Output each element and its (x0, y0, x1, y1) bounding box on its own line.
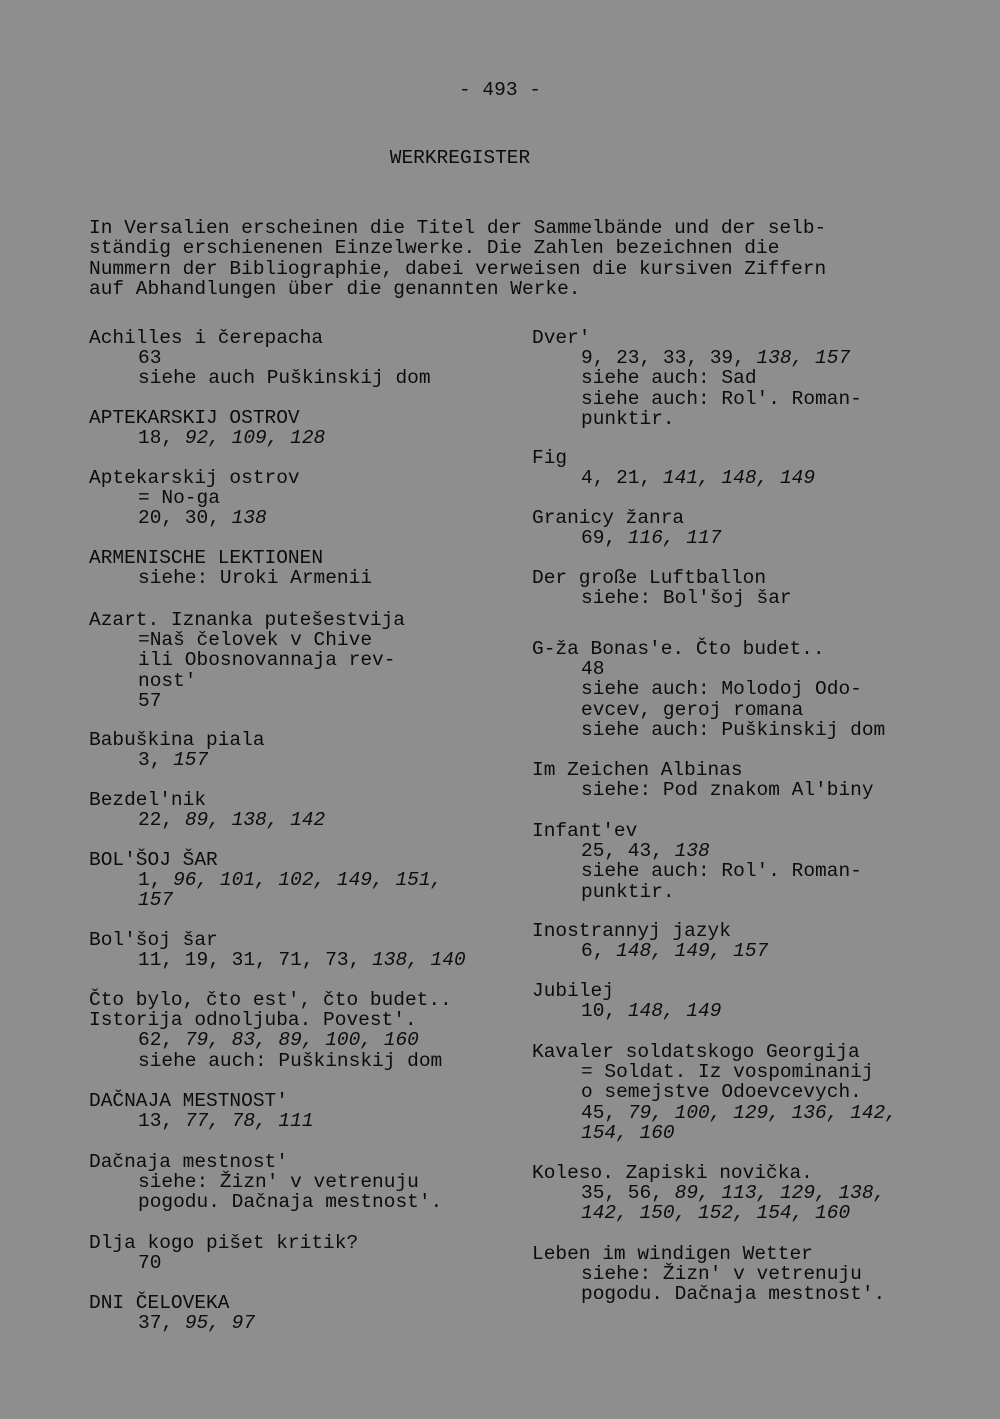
entry-line (89, 1172, 442, 1192)
entry-text: pogodu. Dačnaja mestnost'. (138, 1191, 443, 1214)
italic-reference: 89, 113, 129, 138, (674, 1182, 886, 1205)
entry-text: 22, (138, 809, 185, 832)
entry-line (532, 348, 862, 368)
entry-line (532, 780, 874, 800)
entry-line (532, 941, 768, 961)
index-entry (532, 639, 885, 740)
intro-line: auf Abhandlungen über die genannten Werke. (89, 277, 581, 300)
entry-line (89, 488, 300, 508)
entry-title: Kavaler soldatskogo Georgija (532, 1041, 860, 1063)
entry-title: Inostrannyj jazyk (532, 920, 731, 942)
page-number: - 493 - (459, 79, 541, 101)
entry-text: =Naš čelovek v Chive (138, 629, 373, 652)
entry-title: Dačnaja mestnost' (89, 1151, 288, 1173)
italic-reference: 138 (231, 507, 267, 530)
entry-text: siehe: Žizn' v vetrenuju (581, 1263, 862, 1286)
entry-text: siehe auch: Rol'. Roman- (581, 860, 862, 883)
index-entry (532, 760, 874, 800)
entry-text: siehe: Bol'šoj šar (581, 587, 792, 610)
entry-line (89, 348, 431, 368)
entry-text: 10, (581, 1000, 628, 1023)
entry-line (532, 1203, 885, 1223)
entry-line (89, 630, 405, 650)
index-entry (532, 448, 815, 488)
entry-line (532, 1284, 885, 1304)
entry-text: ili Obosnovannaja rev- (138, 649, 396, 672)
italic-reference: 116, 117 (627, 527, 722, 550)
italic-reference: 77, 78, 111 (184, 1110, 314, 1133)
entry-text: 37, (138, 1312, 185, 1335)
entry-title: DAČNAJA MESTNOST' (89, 1090, 288, 1112)
index-entry (89, 548, 372, 588)
entry-line (89, 1253, 358, 1273)
entry-line (89, 1010, 452, 1030)
entry-line (532, 1082, 897, 1102)
italic-reference: 79, 100, 129, 136, 142, (627, 1101, 897, 1124)
entry-text: siehe auch: Puškinskij dom (138, 1049, 443, 1072)
entry-line (89, 1111, 314, 1131)
entry-text: nost' (138, 669, 197, 692)
index-entry (89, 328, 431, 389)
entry-text: 11, 19, 31, 71, 73, (138, 949, 373, 972)
entry-title: Dlja kogo pišet kritik? (89, 1232, 359, 1254)
entry-title: Dver' (532, 327, 591, 349)
entry-text: Istorija odnoljuba. Povest'. (89, 1009, 417, 1032)
entry-text: o semejstve Odoevcevych. (581, 1081, 862, 1104)
entry-text: punktir. (581, 880, 675, 903)
italic-reference: 142, 150, 152, 154, 160 (581, 1202, 851, 1225)
entry-title: BOL'ŠOJ ŠAR (89, 849, 218, 871)
entry-line (89, 890, 442, 910)
entry-title: Der große Luftballon (532, 567, 767, 589)
italic-reference: 141, 148, 149 (662, 467, 816, 490)
entry-line (89, 428, 325, 448)
entry-title: DNI ČELOVEKA (89, 1292, 230, 1314)
entry-title: G-ža Bonas'e. Čto budet.. (532, 638, 825, 660)
index-entry (89, 1091, 314, 1131)
entry-text: = Soldat. Iz vospominanij (581, 1061, 874, 1084)
index-entry (532, 1244, 885, 1305)
index-entry (89, 850, 442, 911)
entry-title: Azart. Iznanka putešestvija (89, 609, 405, 631)
index-entry (89, 1152, 442, 1213)
entry-title: Bol'šoj šar (89, 929, 218, 951)
index-entry (89, 730, 265, 770)
intro-line: Nummern der Bibliographie, dabei verweisen die kursiven Ziffern (89, 257, 827, 280)
entry-text: siehe auch: Rol'. Roman- (581, 387, 862, 410)
entry-line (532, 528, 721, 548)
entry-line (532, 588, 792, 608)
entry-line (89, 568, 372, 588)
italic-reference: 157 (173, 749, 209, 772)
entry-line (532, 1062, 897, 1082)
entry-line (89, 1192, 442, 1212)
entry-text: siehe auch Puškinskij dom (138, 367, 431, 390)
entry-text: pogodu. Dačnaja mestnost'. (581, 1283, 886, 1306)
entry-line (89, 1051, 452, 1071)
entry-line (532, 409, 862, 429)
entry-title: APTEKARSKIJ OSTROV (89, 407, 300, 429)
entry-text: 20, 30, (138, 507, 232, 530)
index-entry (532, 981, 721, 1021)
entry-line (532, 659, 885, 679)
entry-title: Im Zeichen Albinas (532, 759, 743, 781)
entry-title: Aptekarskij ostrov (89, 467, 300, 489)
entry-title: Babuškina piala (89, 729, 265, 751)
entry-title: Čto bylo, čto est', čto budet.. (89, 989, 452, 1011)
entry-text: 3, (138, 749, 174, 772)
entry-title: Fig (532, 447, 568, 469)
entry-line (89, 368, 431, 388)
entry-line (532, 1123, 897, 1143)
entry-text: siehe auch: Molodoj Odo- (581, 678, 862, 701)
entry-line (532, 368, 862, 388)
italic-reference: 96, 101, 102, 149, 151, (173, 869, 443, 892)
entry-title: Jubilej (532, 980, 614, 1002)
entry-text: 70 (138, 1252, 162, 1275)
entry-title: Achilles i čerepacha (89, 327, 324, 349)
entry-text: siehe auch: Sad (581, 367, 757, 390)
entry-title: Leben im windigen Wetter (532, 1243, 813, 1265)
index-entry (89, 408, 325, 448)
entry-line (89, 950, 466, 970)
entry-text: 1, (138, 869, 174, 892)
entry-title: Infant'ev (532, 820, 638, 842)
italic-reference: 154, 160 (581, 1121, 675, 1144)
index-entry (532, 821, 862, 902)
entry-line (532, 882, 862, 902)
entry-text: 9, 23, 33, 39, (581, 347, 757, 370)
index-entry (532, 1163, 885, 1224)
italic-reference: 148, 149, 157 (616, 940, 769, 963)
entry-line (532, 1183, 885, 1203)
index-entry (532, 921, 768, 961)
index-entry (89, 1293, 255, 1333)
entry-text: 63 (138, 347, 162, 370)
entry-line (89, 691, 405, 711)
entry-line (89, 650, 405, 670)
entry-text: 25, 43, (581, 840, 675, 863)
entry-text: punktir. (581, 407, 675, 430)
index-entry (532, 1042, 897, 1143)
index-entry (532, 568, 792, 608)
entry-line (532, 468, 815, 488)
entry-line (532, 1103, 897, 1123)
entry-text: siehe auch: Puškinskij dom (581, 718, 886, 741)
entry-line (532, 841, 862, 861)
intro-line: In Versalien erscheinen die Titel der Sammelbände und der selb- (89, 217, 827, 239)
entry-title: Granicy žanra (532, 507, 685, 529)
index-entry (89, 1233, 358, 1273)
index-entry (89, 990, 452, 1071)
italic-reference: 138 (674, 840, 710, 863)
italic-reference: 89, 138, 142 (184, 809, 326, 832)
entry-line (89, 870, 442, 890)
entry-text: 45, (581, 1101, 628, 1124)
index-entry (89, 468, 300, 529)
entry-text: 62, (138, 1029, 185, 1052)
entry-text: 35, 56, (581, 1182, 675, 1205)
entry-text: 18, (138, 427, 185, 450)
entry-text: siehe: Pod znakom Al'biny (581, 779, 874, 802)
index-entry (532, 508, 721, 548)
index-entry (89, 610, 405, 711)
italic-reference: 95, 97 (184, 1312, 256, 1335)
entry-line (532, 389, 862, 409)
italic-reference: 138, 157 (756, 347, 851, 370)
entry-title: Bezdel'nik (89, 789, 207, 811)
italic-reference: 157 (138, 889, 174, 912)
entry-line (89, 1313, 255, 1333)
entry-text: 48 (581, 658, 605, 681)
entry-title: Koleso. Zapiski novička. (532, 1162, 813, 1184)
entry-title: ARMENISCHE LEKTIONEN (89, 547, 324, 569)
intro-paragraph (89, 218, 909, 299)
index-entry (89, 790, 325, 830)
entry-line (532, 700, 885, 720)
entry-text: siehe: Žizn' v vetrenuju (138, 1171, 419, 1194)
entry-text: 57 (138, 689, 162, 712)
entry-text: = No-ga (138, 487, 220, 510)
entry-text: 6, (581, 940, 617, 963)
index-entry (89, 930, 466, 970)
italic-reference: 92, 109, 128 (184, 427, 326, 450)
entry-line (532, 679, 885, 699)
entry-line (532, 1001, 721, 1021)
entry-line (89, 1030, 452, 1050)
entry-text: siehe: Uroki Armenii (138, 567, 373, 590)
entry-text: evcev, geroj romana (581, 698, 804, 721)
italic-reference: 148, 149 (627, 1000, 722, 1023)
entry-line (532, 861, 862, 881)
entry-line (532, 1264, 885, 1284)
entry-line (89, 508, 300, 528)
entry-line (532, 720, 885, 740)
entry-line (89, 671, 405, 691)
page-title: WERKREGISTER (389, 147, 531, 169)
entry-text: 13, (138, 1110, 185, 1133)
italic-reference: 138, 140 (372, 949, 466, 972)
entry-text: 4, 21, (581, 467, 663, 490)
index-entry (532, 328, 862, 429)
italic-reference: 79, 83, 89, 100, 160 (184, 1029, 419, 1052)
entry-line (89, 810, 325, 830)
intro-line: ständig erschienenen Einzelwerke. Die Zahlen bezeichnen die (89, 237, 780, 260)
entry-text: 69, (581, 527, 628, 550)
entry-line (89, 750, 265, 770)
